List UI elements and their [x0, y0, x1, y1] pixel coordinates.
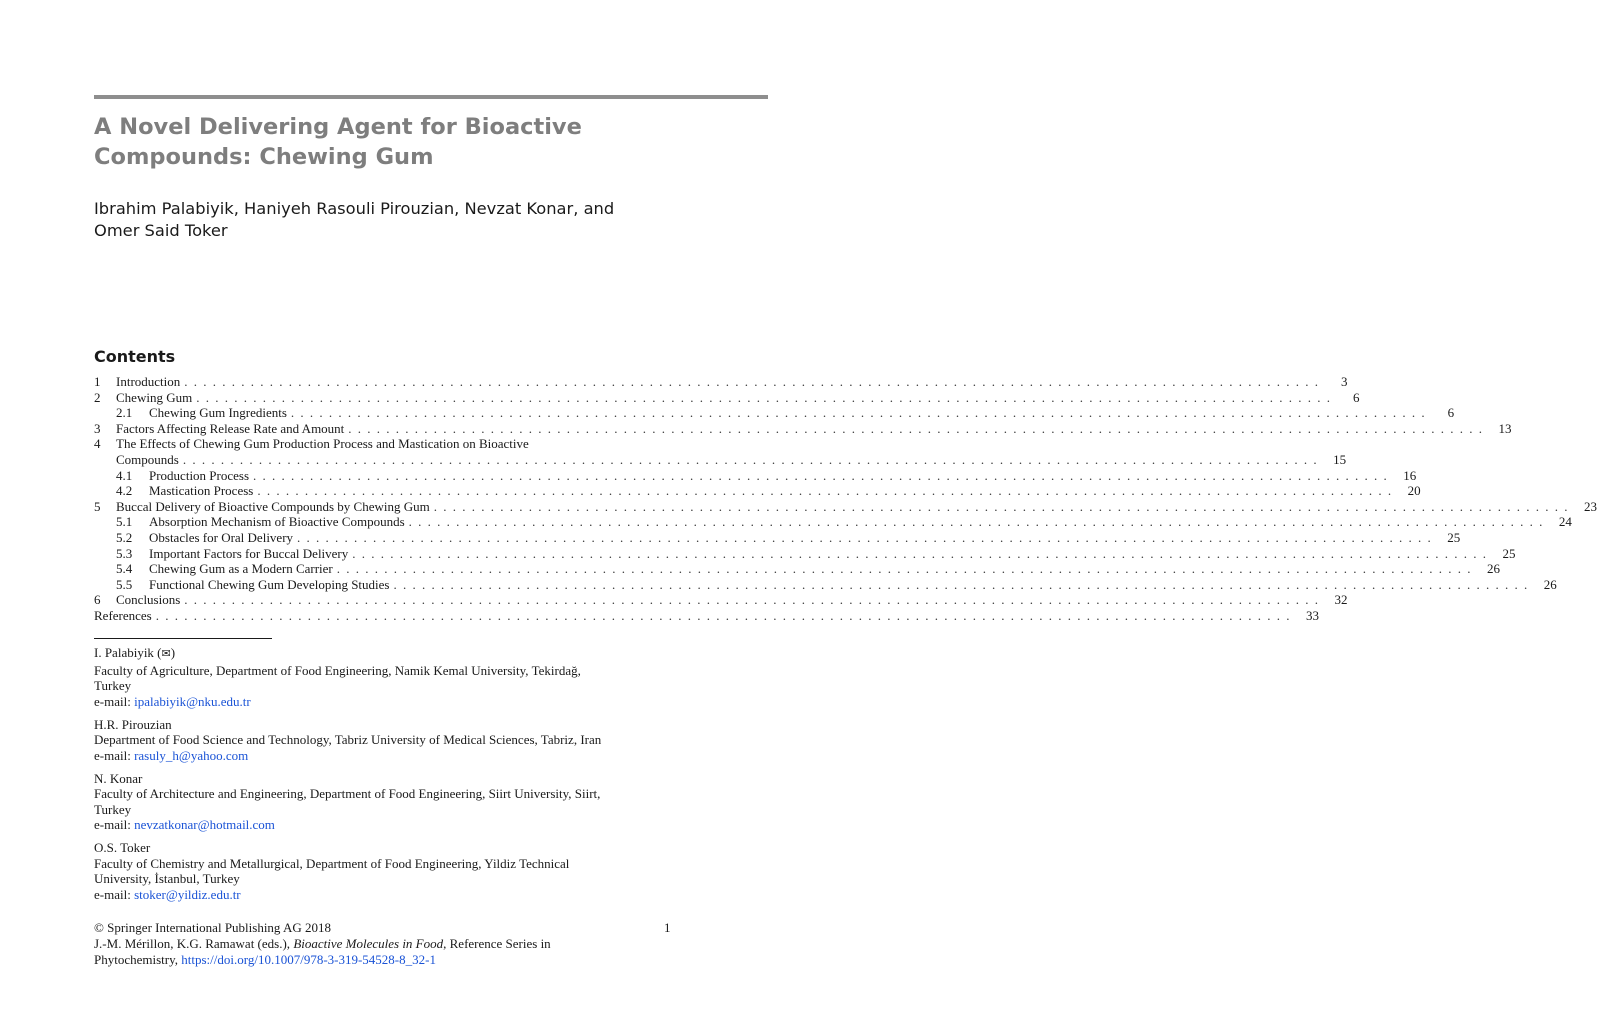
affiliation-line: University, İstanbul, Turkey	[94, 871, 240, 886]
dot-leader: . . . . . . . . . . . . . . . . . . . . . . . . . . . . . . . . . . . . . . . . . . . . . . . . . . . . . . . . . . . . . . . . . . . . . . . . . . . . . . . . . . . . . . . . . . . . . . . . . . . . . . . . . . . . . . . . . . . . . . . .	[393, 576, 1529, 592]
toc-entry-number: 5.3	[116, 545, 133, 561]
toc-entry-title: Production Process	[149, 467, 250, 483]
toc-entry-number: 2	[94, 389, 101, 405]
author-name-text: O.S. Toker	[94, 840, 151, 855]
toc-entry-page: 26	[1543, 576, 1557, 592]
copyright-line: © Springer International Publishing AG 2018	[94, 920, 331, 935]
toc-entry-continuation	[94, 451, 1347, 468]
toc-entry[interactable]	[94, 576, 1557, 593]
dot-leader: . . . . . . . . . . . . . . . . . . . . . . . . . . . . . . . . . . . . . . . . . . . . . . . . . . . . . . . . . . . . . . . . . . . . . . . . . . . . . . . . . . . . . . . . . . . . . . . . . . . . . . . . . . . . . . . . . . . . . . . .	[155, 607, 1291, 623]
toc-entry[interactable]	[94, 498, 1597, 515]
author-name	[94, 840, 684, 856]
page-number: 1	[664, 920, 671, 935]
affiliation-line: Faculty of Chemistry and Metallurgical, Department of Food Engineering, Yildiz Technical	[94, 855, 570, 871]
author-name	[94, 717, 684, 733]
email-link[interactable]: rasuly_h@yahoo.com	[134, 747, 249, 763]
book-title: Bioactive Molecules in Food	[293, 936, 444, 951]
doi-link[interactable]: https://doi.org/10.1007/978-3-319-54528-8_32-1	[181, 952, 436, 967]
toc-entry-title: Factors Affecting Release Rate and Amount	[116, 420, 345, 436]
toc-entry[interactable]	[94, 592, 1348, 608]
toc-entry-page: 25	[1502, 545, 1516, 561]
toc-entry-title: Chewing Gum Ingredients	[149, 405, 287, 421]
email-label: e-mail:	[94, 817, 135, 832]
toc-entry-page: 13	[1498, 420, 1512, 436]
email-label: e-mail:	[94, 886, 135, 902]
series-line	[94, 952, 684, 968]
toc-entry-page: 25	[1447, 529, 1461, 545]
author-name	[94, 771, 684, 787]
email-link[interactable]: ipalabiyik@nku.edu.tr	[134, 693, 251, 709]
toc-entry[interactable]	[94, 389, 1360, 406]
author-name-text: N. Konar	[94, 770, 143, 786]
toc-entry-number: 1	[94, 374, 101, 389]
email-label: e-mail:	[94, 747, 135, 763]
dot-leader: . . . . . . . . . . . . . . . . . . . . . . . . . . . . . . . . . . . . . . . . . . . . . . . . . . . . . . . . . . . . . . . . . . . . . . . . . . . . . . . . . . . . . . . . . . . . . . . . . . . . . . . . . . . . . . . . . . . . . . . .	[433, 498, 1570, 514]
toc-entry-page: 20	[1407, 483, 1421, 499]
affiliation-line: Department of Food Science and Technology, Tabriz University of Medical Sciences, Tabriz, Iran	[94, 732, 602, 747]
toc-entry-title: Buccal Delivery of Bioactive Compounds by Chewing Gum	[116, 498, 430, 514]
dot-leader: . . . . . . . . . . . . . . . . . . . . . . . . . . . . . . . . . . . . . . . . . . . . . . . . . . . . . . . . . . . . . . . . . . . . . . . . . . . . . . . . . . . . . . . . . . . . . . . . . . . . . . . . . . . . . . . . . . . . . . . .	[352, 545, 1488, 561]
dot-leader: . . . . . . . . . . . . . . . . . . . . . . . . . . . . . . . . . . . . . . . . . . . . . . . . . . . . . . . . . . . . . . . . . . . . . . . . . . . . . . . . . . . . . . . . . . . . . . . . . . . . . . . . . . . . . . . . . . . . . . . .	[297, 529, 1433, 545]
toc-entry[interactable]	[94, 374, 1348, 390]
toc-entry-number: 5.1	[116, 514, 133, 530]
toc-entry-number: 4.2	[116, 483, 133, 499]
toc-entry[interactable]	[94, 529, 1461, 546]
authors-line-2: Omer Said Toker	[94, 221, 228, 240]
toc-entry[interactable]	[94, 420, 1512, 437]
email-link[interactable]: stoker@yildiz.edu.tr	[134, 886, 241, 902]
toc-entry-number: 5.2	[116, 529, 133, 545]
copyright-block	[94, 920, 684, 968]
email-link[interactable]: nevzatkonar@hotmail.com	[134, 817, 275, 832]
citation-prefix: J.-M. Mérillon, K.G. Ramawat (eds.),	[94, 936, 294, 951]
author-list	[94, 198, 674, 242]
author-name-text: I. Palabiyik (	[94, 645, 162, 660]
toc-entry[interactable]	[94, 514, 1572, 530]
email-line	[94, 694, 684, 710]
dot-leader: . . . . . . . . . . . . . . . . . . . . . . . . . . . . . . . . . . . . . . . . . . . . . . . . . . . . . . . . . . . . . . . . . . . . . . . . . . . . . . . . . . . . . . . . . . . . . . . . . . . . . . . . . . . . . . . . . . . . . . . .	[253, 467, 1389, 483]
toc-entry-number: 2.1	[116, 405, 133, 421]
affiliation-block	[94, 717, 684, 764]
dot-leader: . . . . . . . . . . . . . . . . . . . . . . . . . . . . . . . . . . . . . . . . . . . . . . . . . . . . . . . . . . . . . . . . . . . . . . . . . . . . . . . . . . . . . . . . . . . . . . . . . . . . . . . . . . . . . . . . . . . . . . . .	[348, 420, 1484, 436]
toc-entry-title: Absorption Mechanism of Bioactive Compounds	[149, 514, 405, 530]
toc-entry-title: Functional Chewing Gum Developing Studies	[149, 576, 390, 592]
toc-entry-title: Chewing Gum as a Modern Carrier	[149, 561, 333, 577]
affiliation-block	[94, 840, 684, 902]
email-line	[94, 817, 684, 833]
toc-entry-title: The Effects of Chewing Gum Production Process and Mastication on Bioactive	[116, 436, 529, 452]
toc-entry-number: 6	[94, 592, 101, 608]
author-name	[94, 645, 684, 663]
toc-entry-title: Mastication Process	[149, 483, 254, 499]
author-name-suffix: )	[170, 645, 176, 660]
citation-line	[94, 936, 684, 952]
toc-entry-page: 16	[1403, 467, 1417, 483]
toc-entry-page: 3	[1341, 374, 1348, 389]
author-affiliations	[94, 645, 684, 910]
toc-entry-title: Important Factors for Buccal Delivery	[149, 545, 349, 561]
affiliation-line: Turkey	[94, 678, 132, 693]
citation-suffix: , Reference Series in	[443, 936, 551, 951]
dot-leader: . . . . . . . . . . . . . . . . . . . . . . . . . . . . . . . . . . . . . . . . . . . . . . . . . . . . . . . . . . . . . . . . . . . . . . . . . . . . . . . . . . . . . . . . . . . . . . . . . . . . . . . . . . . . . . . . . . . . . . . .	[184, 374, 1320, 389]
toc-entry[interactable]	[94, 561, 1501, 577]
toc-entry-page: 6	[1447, 405, 1455, 421]
series-prefix: Phytochemistry,	[94, 952, 182, 967]
toc-entry-title-continued: Compounds	[116, 451, 179, 467]
toc-entry-page: 6	[1352, 389, 1360, 405]
email-label: e-mail:	[94, 693, 135, 709]
affiliation-block	[94, 771, 684, 833]
toc-entry-number: 4.1	[116, 467, 133, 483]
title-line-2: Compounds: Chewing Gum	[94, 144, 434, 170]
toc-entry-title: Conclusions	[116, 592, 181, 608]
toc-entry-title: Obstacles for Oral Delivery	[149, 529, 294, 545]
toc-entry-page: 26	[1487, 561, 1501, 577]
dot-leader: . . . . . . . . . . . . . . . . . . . . . . . . . . . . . . . . . . . . . . . . . . . . . . . . . . . . . . . . . . . . . . . . . . . . . . . . . . . . . . . . . . . . . . . . . . . . . . . . . . . . . . . . . . . . . . . . . . . . . . . .	[257, 483, 1393, 499]
toc-entry[interactable]	[94, 607, 1319, 624]
toc-entry[interactable]	[94, 467, 1417, 484]
dot-leader: . . . . . . . . . . . . . . . . . . . . . . . . . . . . . . . . . . . . . . . . . . . . . . . . . . . . . . . . . . . . . . . . . . . . . . . . . . . . . . . . . . . . . . . . . . . . . . . . . . . . . . . . . . . . . . . . . . . . . . . .	[336, 561, 1473, 577]
footnote-rule	[94, 638, 272, 639]
affiliation-block	[94, 645, 684, 709]
toc-entry-page: 32	[1334, 592, 1348, 608]
title-line-1: A Novel Delivering Agent for Bioactive	[94, 114, 582, 140]
table-of-contents	[94, 374, 1597, 624]
contents-heading: Contents	[94, 347, 176, 366]
email-line	[94, 887, 684, 903]
dot-leader: . . . . . . . . . . . . . . . . . . . . . . . . . . . . . . . . . . . . . . . . . . . . . . . . . . . . . . . . . . . . . . . . . . . . . . . . . . . . . . . . . . . . . . . . . . . . . . . . . . . . . . . . . . . . . . . . . . . . . . . .	[184, 592, 1320, 608]
dot-leader: . . . . . . . . . . . . . . . . . . . . . . . . . . . . . . . . . . . . . . . . . . . . . . . . . . . . . . . . . . . . . . . . . . . . . . . . . . . . . . . . . . . . . . . . . . . . . . . . . . . . . . . . . . . . . . . . . . . . . . . .	[290, 405, 1427, 421]
email-line	[94, 748, 684, 764]
toc-entry-title: References	[94, 607, 152, 623]
author-name-text: H.R. Pirouzian	[94, 716, 172, 732]
top-rule	[94, 95, 768, 99]
toc-entry-number: 5.5	[116, 576, 133, 592]
chapter-title	[94, 112, 694, 172]
toc-entry-page: 33	[1306, 607, 1319, 623]
toc-entry-number: 4	[94, 436, 101, 452]
toc-entry-title: Introduction	[116, 374, 181, 389]
toc-entry[interactable]	[94, 545, 1516, 562]
toc-entry[interactable]	[94, 405, 1455, 421]
affiliation-line: Faculty of Architecture and Engineering, Department of Food Engineering, Siirt University, Siirt,	[94, 786, 601, 801]
dot-leader: . . . . . . . . . . . . . . . . . . . . . . . . . . . . . . . . . . . . . . . . . . . . . . . . . . . . . . . . . . . . . . . . . . . . . . . . . . . . . . . . . . . . . . . . . . . . . . . . . . . . . . . . . . . . . . . . . . . . . . . .	[408, 514, 1544, 530]
dot-leader: . . . . . . . . . . . . . . . . . . . . . . . . . . . . . . . . . . . . . . . . . . . . . . . . . . . . . . . . . . . . . . . . . . . . . . . . . . . . . . . . . . . . . . . . . . . . . . . . . . . . . . . . . . . . . . . . . . . . . . . .	[196, 389, 1332, 405]
toc-entry-page: 24	[1558, 514, 1572, 530]
toc-entry-number: 5	[94, 498, 101, 514]
toc-entry-number: 3	[94, 420, 101, 436]
toc-entry[interactable]	[94, 483, 1421, 499]
authors-line-1: Ibrahim Palabiyik, Haniyeh Rasouli Pirouzian, Nevzat Konar, and	[94, 199, 615, 218]
toc-entry-page: 15	[1333, 451, 1347, 467]
envelope-icon: ✉	[161, 648, 171, 660]
toc-entry-title: Chewing Gum	[116, 389, 193, 405]
toc-entry[interactable]	[94, 436, 674, 452]
affiliation-line: Turkey	[94, 801, 132, 817]
dot-leader: . . . . . . . . . . . . . . . . . . . . . . . . . . . . . . . . . . . . . . . . . . . . . . . . . . . . . . . . . . . . . . . . . . . . . . . . . . . . . . . . . . . . . . . . . . . . . . . . . . . . . . . . . . . . . . . . . . . . . . . .	[182, 451, 1319, 467]
toc-entry-page: 23	[1584, 498, 1597, 514]
affiliation-line: Faculty of Agriculture, Department of Food Engineering, Namik Kemal University, Tekirdağ,	[94, 662, 581, 678]
toc-entry-number: 5.4	[116, 561, 133, 577]
